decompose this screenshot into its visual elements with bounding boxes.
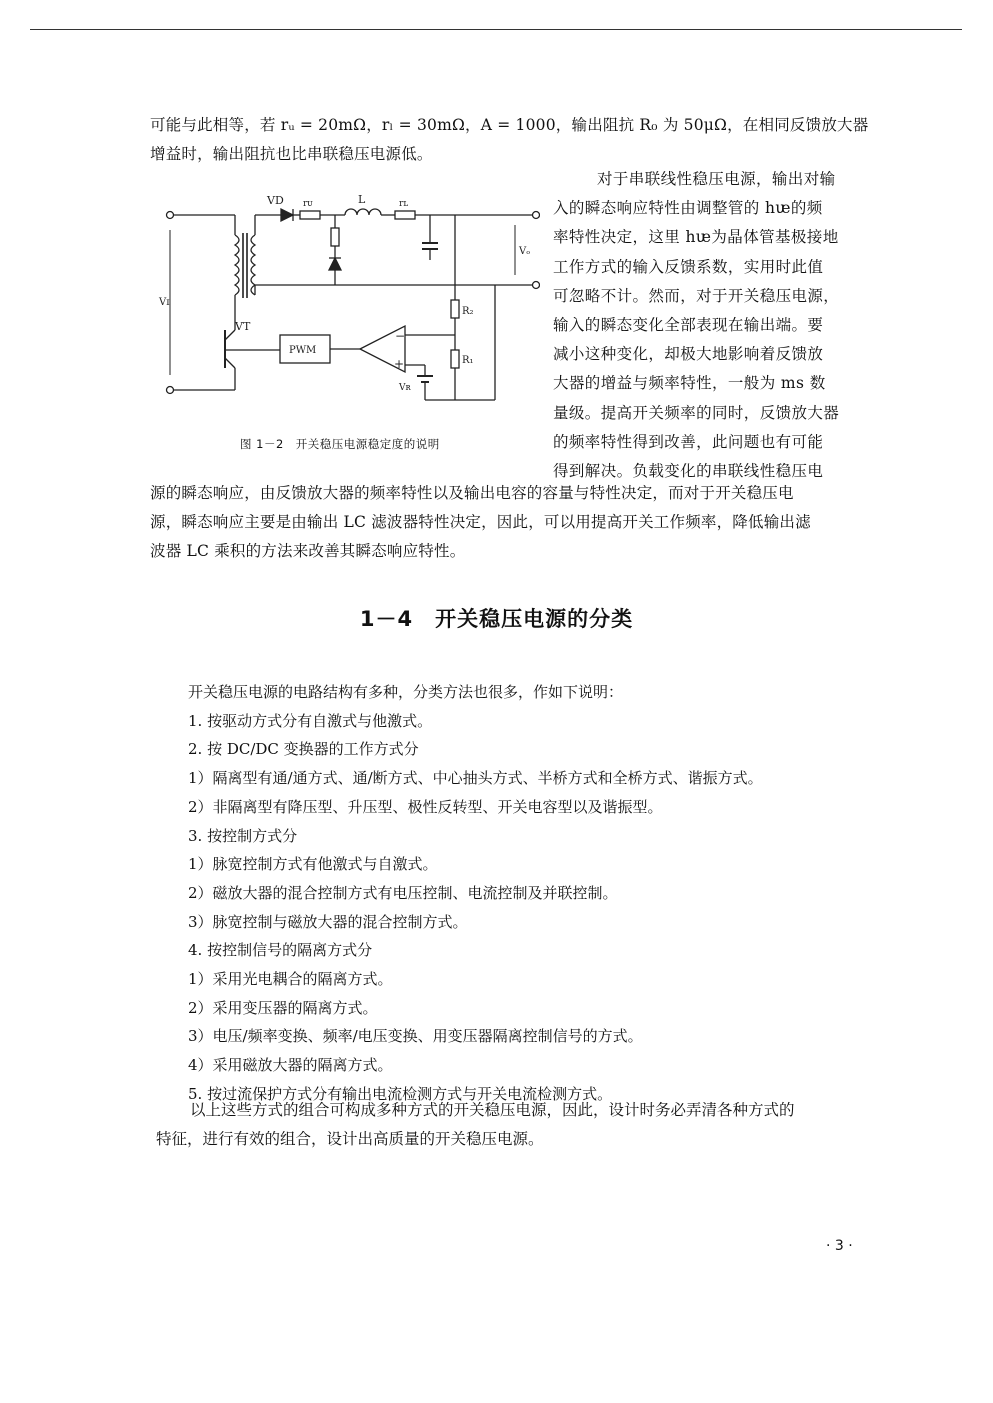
- text-line: 输入的瞬态变化全部表现在输出端。要: [553, 316, 824, 335]
- text-line: 减小这种变化，却极大地影响着反馈放: [553, 345, 824, 364]
- label-r2: R₂: [462, 306, 474, 317]
- label-vo: Vₒ: [519, 246, 531, 257]
- text-line: 可忽略不计。然而，对于开关稳压电源，: [553, 286, 840, 305]
- list-item: 3. 按控制方式分: [188, 826, 298, 845]
- text-line: 大器的增益与频率特性，一般为 ms 数: [553, 374, 826, 393]
- text-line: 对于串联线性稳压电源，输出对输: [597, 170, 836, 188]
- list-item: 2. 按 DC/DC 变换器的工作方式分: [188, 740, 419, 759]
- text-line: 率特性决定，这里 hᵫ为晶体管基极接地: [553, 228, 839, 247]
- list-item: 2）采用变压器的隔离方式。: [188, 998, 378, 1017]
- figure-caption: 图 1－2 开关稳压电源稳定度的说明: [240, 437, 440, 451]
- text-line: 以上这些方式的组合可构成多种方式的开关稳压电源，因此，设计时务必弄清各种方式的: [190, 1101, 795, 1119]
- list-item: 1）隔离型有通/通方式、通/断方式、中心抽头方式、半桥方式和全桥方式、谐振方式。: [188, 769, 763, 788]
- list-item: 开关稳压电源的电路结构有多种，分类方法也很多，作如下说明：: [188, 683, 624, 701]
- text-line: 工作方式的输入反馈系数，实用时此值: [553, 257, 824, 276]
- list-item: 3）脉宽控制与磁放大器的混合控制方式。: [188, 912, 468, 931]
- text-line: 源的瞬态响应，由反馈放大器的频率特性以及输出电容的容量与特性决定，而对于开关稳压电: [150, 484, 794, 502]
- paragraph-top: [150, 111, 868, 169]
- list-item: 4. 按控制信号的隔离方式分: [188, 941, 373, 960]
- label-r1: R₁: [462, 355, 474, 366]
- list-item: 4）采用磁放大器的隔离方式。: [188, 1056, 393, 1075]
- list-item: 1. 按驱动方式分有自激式与他激式。: [188, 711, 433, 730]
- label-rl: rʟ: [399, 199, 409, 209]
- list-item: 1）采用光电耦合的隔离方式。: [188, 970, 393, 989]
- label-plus: +: [394, 357, 405, 371]
- page-number: · 3 ·: [826, 1238, 853, 1254]
- text-line: 入的瞬态响应特性由调整管的 hᵫ的频: [553, 199, 823, 218]
- list-item: 2）磁放大器的混合控制方式有电压控制、电流控制及并联控制。: [188, 883, 618, 902]
- paragraph-continued: [150, 479, 811, 566]
- label-vi: Vɪ: [159, 297, 170, 308]
- list-item: 1）脉宽控制方式有他激式与自激式。: [188, 855, 438, 874]
- text-line: 源，瞬态响应主要是由输出 LC 滤波器特性决定，因此，可以用提高开关工作频率，降低输出滤: [150, 513, 811, 531]
- label-vr: Vʀ: [399, 383, 411, 393]
- header-rule: [30, 29, 962, 30]
- label-pwm: PWM: [289, 345, 317, 356]
- label-ru: rᴜ: [303, 199, 313, 209]
- section-heading: 1－4 开关稳压电源的分类: [359, 607, 634, 631]
- classification-list: [188, 678, 763, 1109]
- input-terminal-top: [167, 212, 174, 219]
- list-item: 5. 按过流保护方式分有输出电流检测方式与开关电流检测方式。: [188, 1084, 613, 1103]
- label-minus: −: [395, 329, 406, 343]
- label-vd: VD: [267, 194, 284, 207]
- list-item: 3）电压/频率变换、频率/电压变换、用变压器隔离控制信号的方式。: [188, 1027, 643, 1046]
- text-line: 波器 LC 乘积的方法来改善其瞬态响应特性。: [150, 542, 466, 560]
- text-line: 量级。提高开关频率的同时，反馈放大器: [553, 403, 840, 422]
- closing-paragraph: [156, 1096, 795, 1154]
- list-item: 2）非隔离型有降压型、升压型、极性反转型、开关电容型以及谐振型。: [188, 797, 663, 816]
- text-line: 可能与此相等，若 rᵤ = 20mΩ，rₗ = 30mΩ，A = 1000，输出阻抗 R₀ 为 50μΩ，在相同反馈放大器: [150, 116, 869, 134]
- label-l: L: [358, 193, 366, 206]
- input-terminal-bottom: [167, 387, 174, 394]
- text-line: 的频率特性得到改善，此问题也有可能: [553, 432, 824, 451]
- text-line: 得到解决。负载变化的串联线性稳压电: [553, 462, 824, 481]
- text-line: 特征，进行有效的组合，设计出高质量的开关稳压电源。: [156, 1130, 544, 1148]
- side-paragraph: [553, 165, 883, 486]
- label-vt: VT: [235, 320, 251, 333]
- circuit-diagram: [155, 190, 540, 415]
- text-line: 增益时，输出阻抗也比串联稳压电源低。: [150, 145, 433, 163]
